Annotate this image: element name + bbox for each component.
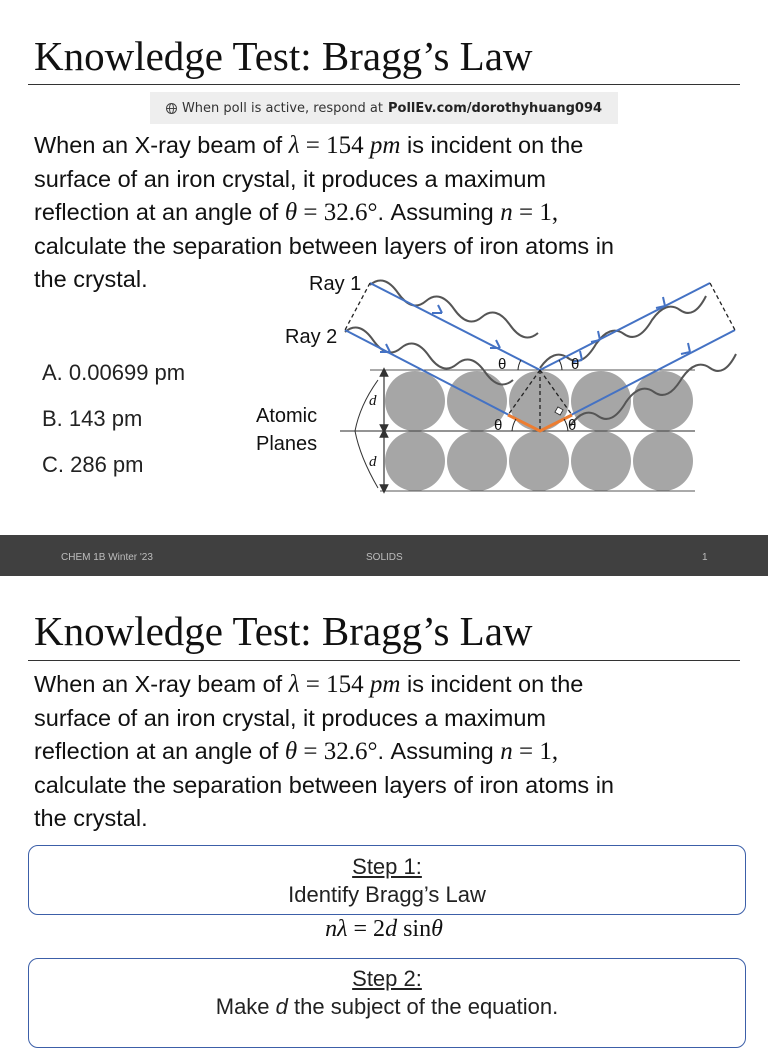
atom xyxy=(447,431,507,491)
theta-arc xyxy=(559,360,562,370)
step1-box xyxy=(28,845,746,915)
choice-a[interactable]: A. 0.00699 pm xyxy=(42,360,186,385)
question-line-5: the crystal. xyxy=(34,266,148,292)
ray-arrowhead xyxy=(591,331,600,342)
atom xyxy=(633,431,693,491)
d-label: d xyxy=(369,393,377,409)
slide2-title: Knowledge Test: Bragg’s Law xyxy=(34,608,533,654)
atom xyxy=(633,371,693,431)
step1-heading: Step 1: xyxy=(352,854,422,879)
wave-envelope-ray1 xyxy=(370,281,538,338)
question-line-1: When an X-ray beam of λ = 154 pm is incident on the xyxy=(34,132,584,159)
slide2-title-rule xyxy=(28,660,740,661)
question-line-5: the crystal. xyxy=(34,805,148,831)
slide1-title: Knowledge Test: Bragg’s Law xyxy=(34,33,533,79)
ray1-label: Ray 1 xyxy=(309,273,362,295)
d-label: d xyxy=(369,454,377,470)
question-line-4: calculate the separation between layers of iron atoms in xyxy=(34,771,614,798)
atom xyxy=(571,431,631,491)
footer-topic: SOLIDS xyxy=(366,552,403,563)
atom xyxy=(509,431,569,491)
step2-text: Make d the subject of the equation. xyxy=(215,994,559,1019)
step2-heading: Step 2: xyxy=(352,966,422,991)
question-line-2: surface of an iron crystal, it produces a maximum xyxy=(34,165,546,192)
theta-label: θ xyxy=(498,356,507,373)
question-line-4: calculate the separation between layers of iron atoms in xyxy=(34,232,614,259)
choice-b[interactable]: B. 143 pm xyxy=(42,406,143,431)
theta-arc xyxy=(518,360,521,370)
atom xyxy=(385,371,445,431)
atomic-planes-label-2: Planes xyxy=(256,433,318,455)
question-line-3: reflection at an angle of θ = 32.6°. Assuming n = 1, xyxy=(34,738,559,765)
step2-box xyxy=(28,958,746,1048)
step1-text: Identify Bragg’s Law xyxy=(288,882,486,907)
footer-page-number: 1 xyxy=(702,552,708,563)
slide2-question xyxy=(34,668,754,836)
theta-label: θ xyxy=(571,356,580,373)
footer-course: CHEM 1B Winter '23 xyxy=(61,552,153,563)
question-line-3: reflection at an angle of θ = 32.6°. Assuming n = 1, xyxy=(34,199,559,226)
question-line-1: When an X-ray beam of λ = 154 pm is incident on the xyxy=(34,671,584,698)
ray-arrowhead xyxy=(656,297,665,308)
bragg-equation: nλ = 2d sinθ xyxy=(325,916,443,942)
atom xyxy=(571,371,631,431)
question-line-2: surface of an iron crystal, it produces a maximum xyxy=(34,704,546,731)
theta-label: θ xyxy=(494,417,503,434)
theta-arc xyxy=(512,419,516,431)
ray-arrowhead xyxy=(681,343,690,354)
atom xyxy=(385,431,445,491)
poll-link[interactable]: PollEv.com/dorothyhuang094 xyxy=(388,100,603,116)
poll-prefix: When poll is active, respond at xyxy=(181,100,383,116)
slide-footer xyxy=(0,535,768,576)
atomic-planes-label-1: Atomic xyxy=(256,405,318,427)
wavefront-dash xyxy=(710,283,735,330)
ray-arrowhead xyxy=(432,305,442,313)
ray2-label: Ray 2 xyxy=(285,326,338,348)
choice-c[interactable]: C. 286 pm xyxy=(42,452,144,477)
theta-label: θ xyxy=(568,417,577,434)
